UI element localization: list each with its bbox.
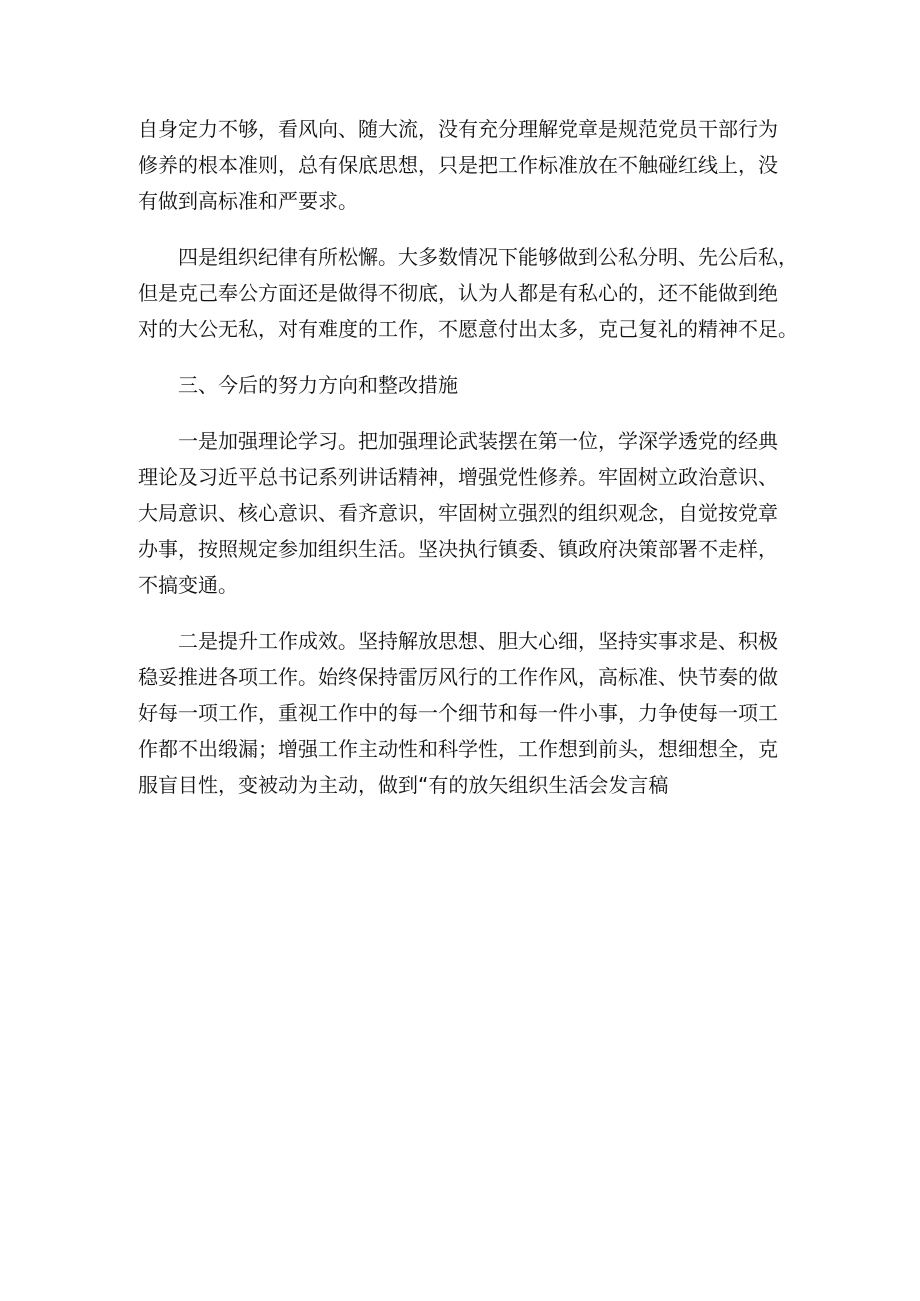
text-line: 理论及习近平总书记系列讲话精神，增强党性修养。牢固树立政治意识、 <box>138 465 778 489</box>
text-line: 对的大公无私，对有难度的工作，不愿意付出太多，克己复礼的精神不足。 <box>138 317 798 341</box>
section-heading <box>138 367 788 403</box>
text-line: 二是提升工作成效。坚持解放思想、胆大心细，坚持实事求是、积极 <box>178 629 778 653</box>
text-line: 一是加强理论学习。把加强理论武装摆在第一位，学深学透党的经典 <box>178 429 778 453</box>
document-body <box>138 111 798 823</box>
paragraph-work-effectiveness <box>138 623 788 803</box>
paragraph-continuation <box>138 111 788 219</box>
text-line: 不搞变通。 <box>138 573 238 597</box>
heading-text: 三、今后的努力方向和整改措施 <box>178 373 458 397</box>
text-line: 有做到高标准和严要求。 <box>138 189 358 213</box>
text-line: 好每一项工作，重视工作中的每一个细节和每一件小事，力争使每一项工 <box>138 701 778 725</box>
text-line: 但是克己奉公方面还是做得不彻底，认为人都是有私心的，还不能做到绝 <box>138 281 778 305</box>
text-line: 大局意识、核心意识、看齐意识，牢固树立强烈的组织观念，自觉按党章 <box>138 501 778 525</box>
text-line: 四是组织纪律有所松懈。大多数情况下能够做到公私分明、先公后私， <box>178 245 798 269</box>
text-line: 服盲目性，变被动为主动，做到“有的放矢组织生活会发言稿 <box>138 773 669 797</box>
text-line: 修养的根本准则，总有保底思想，只是把工作标准放在不触碰红线上，没 <box>138 153 778 177</box>
text-line: 稳妥推进各项工作。始终保持雷厉风行的工作作风，高标准、快节奏的做 <box>138 665 778 689</box>
text-line: 作都不出缎漏；增强工作主动性和科学性，工作想到前头，想细想全，克 <box>138 737 778 761</box>
paragraph-theory-study <box>138 423 788 603</box>
text-line: 办事，按照规定参加组织生活。坚决执行镇委、镇政府决策部署不走样， <box>138 537 778 561</box>
text-line: 自身定力不够，看风向、随大流，没有充分理解党章是规范党员干部行为 <box>138 117 778 141</box>
paragraph-organizational-discipline <box>138 239 798 347</box>
